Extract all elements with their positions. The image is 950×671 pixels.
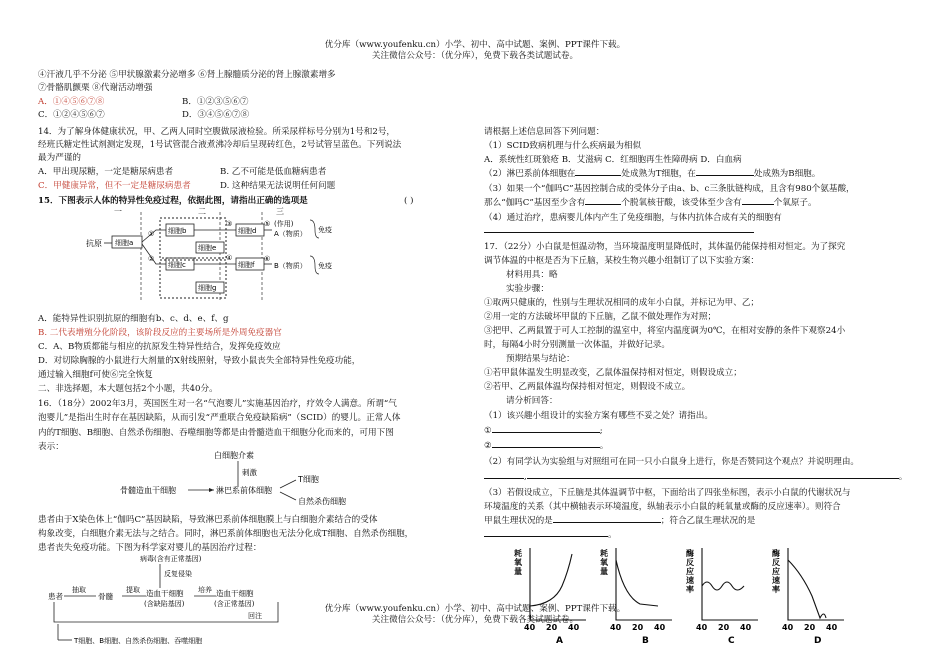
q13-option-a: A．①④⑤⑥⑦⑧ bbox=[38, 97, 105, 107]
q16-line3: 内的T细胞、B细胞、自然杀伤细胞、吞噬细胞等都是由骨髓造血干细胞分化而来的，可用下图 bbox=[38, 428, 394, 438]
circle-2: ② bbox=[484, 441, 492, 451]
answer-blank-9[interactable] bbox=[553, 522, 661, 523]
graph-tick-20: 20 bbox=[804, 623, 816, 632]
q16-part1: （1）SCID致病机理与什么疾病最为相似 bbox=[484, 141, 642, 151]
q13-items-2: ⑦骨骼肌颤栗 ⑧代谢活动增强 bbox=[38, 83, 153, 93]
page-header bbox=[0, 40, 950, 62]
q16-part3-c: 个脱氧核苷酸，该受体至少含有 bbox=[621, 198, 742, 208]
q15-stem: 15．下图表示人体的特异性免疫过程，依据此图，请指出正确的选项是 bbox=[38, 196, 308, 206]
period-3: 。 bbox=[608, 530, 617, 540]
answer-blank-1[interactable] bbox=[575, 175, 621, 176]
arrow-3-label: ③ bbox=[226, 220, 233, 228]
analysis-heading: 请分析回答： bbox=[506, 396, 558, 406]
q16-line2: 泡婴儿”是指出生时存在基因缺陷，从而引发“严重联合免疫缺陷病”（SCID）的婴儿。正常人体 bbox=[38, 413, 401, 423]
question-3-d: ；符合乙鼠生理状况的是 bbox=[660, 516, 756, 526]
graph-ylabel: 耗氧量 bbox=[600, 549, 608, 576]
q13-option-c: C．①②④⑤⑥⑦ bbox=[38, 110, 105, 120]
step-3-line1: ③把甲、乙两鼠置于可人工控制的温室中，将室内温度调为0℃，在相对安静的条件下观察24小 bbox=[484, 326, 846, 336]
patient-label: 患者 bbox=[48, 592, 63, 601]
culture-label: 培养 bbox=[198, 586, 212, 594]
q16-line7: 患者丧失免疫功能。下图为科学家对婴儿的基因治疗过程： bbox=[38, 543, 262, 553]
graph-ylabel: 酶反应速率 bbox=[772, 549, 780, 594]
substance-a-label: A（物质） bbox=[274, 230, 307, 238]
q16-intro: 请根据上述信息回答下列问题： bbox=[484, 127, 605, 137]
q16-part3-d: 个氧原子。 bbox=[773, 198, 817, 208]
q15-paren: ( ) bbox=[404, 196, 414, 206]
substance-b-label: B（物质） bbox=[274, 262, 307, 270]
q16-part4: （4）通过治疗，患病婴儿体内产生了免疫细胞，与体内抗体合成有关的细胞有 bbox=[484, 213, 782, 223]
graph-d bbox=[772, 548, 844, 646]
q16-part2-b: 处成熟为T细胞，在 bbox=[621, 169, 696, 179]
q13-option-d: D．③④⑤⑥⑦⑧ bbox=[182, 110, 250, 120]
q15-option-d-cont: 通过输入细胞f可使⑥完全恢复 bbox=[38, 370, 153, 380]
q13-items-1: ④汗液几乎不分泌 ⑤甲状腺激素分泌增多 ⑥肾上腺髓质分泌的肾上腺激素增多 bbox=[38, 70, 336, 80]
footer-line1: 优分库（www.youfenku.cn）小学、初中、高中试题、案例、PPT课件下载。 bbox=[324, 604, 626, 614]
q14-option-b: B. 乙不可能是低血糖病患者 bbox=[220, 167, 327, 177]
graph-curve bbox=[530, 554, 572, 606]
cell-b-label: 细胞b bbox=[168, 227, 187, 235]
nk-cell-label: 自然杀伤细胞 bbox=[298, 497, 346, 506]
hsc-defective-sub: (含缺陷基因) bbox=[144, 600, 185, 608]
q15-option-d: D．对切除胸腺的小鼠进行大剂量的X射线照射，导致小鼠丧失全部特异性免疫功能， bbox=[38, 356, 361, 366]
extract-label-1: 抽取 bbox=[72, 586, 86, 594]
q16-part2-a: （2）淋巴系前体细胞在 bbox=[484, 169, 576, 179]
q16-line1: 16．（18分）2002年3月，英国医生对一名“气泡婴儿”实施基因治疗，疗效令人满意。所谓“气 bbox=[38, 399, 397, 409]
q16-part3-line2 bbox=[484, 197, 817, 209]
q15-option-c: C．A、B物质都能与相应的抗原发生特异性结合，发挥免疫效应 bbox=[38, 342, 281, 352]
step-3-line2: 时，每隔4小时分别测量一次体温，并做好记录。 bbox=[484, 340, 670, 350]
answer-line-2-row: , 。 bbox=[484, 471, 907, 483]
t-cell-label: T细胞 bbox=[298, 475, 319, 484]
answer-1-row bbox=[484, 425, 603, 437]
hsc-normal-label: 造血干细胞 bbox=[216, 589, 254, 598]
q16-line4: 表示： bbox=[38, 442, 64, 452]
graph-tick-20: 20 bbox=[718, 623, 730, 632]
graph-curve bbox=[616, 560, 658, 606]
graph-tick-40: 40 bbox=[696, 623, 708, 632]
cell-differentiation-diagram bbox=[120, 448, 370, 508]
graph-letter: C bbox=[728, 636, 735, 646]
footer-line2: 关注微信公众号：（优分库），免费下载各类试题试卷。 bbox=[371, 615, 579, 625]
q17-line1: 17．（22分）小白鼠是恒温动物，当环境温度明显降低时，其体温仍能保持相对恒定。为了探究 bbox=[484, 242, 846, 252]
circle-1: ① bbox=[484, 426, 492, 436]
graph-letter: B bbox=[642, 636, 649, 646]
virus-label: 病毒(含有正常基因) bbox=[140, 555, 202, 563]
cell-e-label: 细胞e bbox=[198, 244, 217, 252]
q15-option-a: A．能特异性识别抗原的细胞有b、c、d、e、f、g bbox=[38, 314, 229, 324]
graph-letter: D bbox=[814, 636, 822, 646]
resulting-cells-label: T细胞、B细胞、自然杀伤细胞、吞噬细胞 bbox=[74, 637, 203, 645]
prediction-heading: 预期结果与结论： bbox=[506, 354, 575, 364]
steps-heading: 实验步骤： bbox=[506, 284, 549, 294]
header-line1: 优分库（www.youfenku.cn）小学、初中、高中试题、案例、PPT课件下载。 bbox=[324, 40, 626, 50]
cell-g-label: 细胞g bbox=[198, 284, 217, 292]
reinject-label: 回注 bbox=[248, 612, 262, 620]
q14-option-d: D. 这种结果无法说明任何问题 bbox=[220, 181, 336, 191]
stage-1-label: 一 bbox=[114, 207, 122, 216]
q17-line2: 调节体温的中枢是否为下丘脑，某校生物兴趣小组制订了以下实验方案： bbox=[484, 256, 760, 266]
q14-line2: 经班氏糖定性试剂测定发现，1号试管混合液煮沸冷却后呈现砖红色，2号试管呈蓝色。下列说法 bbox=[38, 140, 402, 150]
answer-line-1[interactable] bbox=[484, 232, 754, 233]
step-1: ①取两只健康的，性别与生理状况相同的成年小白鼠，并标记为甲、乙； bbox=[484, 298, 760, 308]
q16-part2-c: 处成熟为B细胞。 bbox=[753, 169, 821, 179]
graph-ylabel: 酶反应速率 bbox=[686, 549, 694, 594]
cell-a-label: 细胞a bbox=[115, 239, 134, 247]
result-2: ②若甲、乙两鼠体温均保持相对恒定，则假设不成立。 bbox=[484, 382, 691, 392]
arrow-5-label: ⑤ bbox=[264, 220, 271, 228]
arrow-6-label: ⑥ bbox=[264, 255, 271, 263]
graph-tick-40b: 40 bbox=[654, 623, 666, 632]
gene-therapy-diagram bbox=[48, 552, 308, 648]
hsc-normal-sub: (含正常基因) bbox=[214, 600, 255, 608]
answer-line-3-row bbox=[484, 529, 617, 541]
section-2-heading: 二、非选择题，本大题包括2个小题，共40分。 bbox=[38, 384, 218, 394]
graph-letter: A bbox=[556, 636, 563, 646]
question-3-line3 bbox=[484, 515, 755, 527]
stage-3-label: 三 bbox=[276, 207, 284, 216]
graph-tick-20: 20 bbox=[632, 623, 644, 632]
stimulus-label: 刺激 bbox=[242, 468, 257, 477]
stage-2-label: 二 bbox=[198, 207, 206, 216]
step-2: ②用一定的方法破坏甲鼠的下丘脑，乙鼠不做处理作为对照； bbox=[484, 312, 717, 322]
question-3-line2: 环境温度的关系（其中横轴表示环境温度，纵轴表示小白鼠的耗氧量或酶的反应速率）。则符合 bbox=[484, 502, 841, 512]
graph-tick-40b: 40 bbox=[740, 623, 752, 632]
semicolon-1: ; bbox=[599, 426, 603, 436]
q16-line6: 构象改变，白细胞介素无法与之结合。同时，淋巴系前体细胞也无法分化成T细胞、自然杀伤细胞， bbox=[38, 529, 414, 539]
q14-line1: 14．为了解身体健康状况，甲、乙两人同时空腹做尿液检验。所采尿样标号分别为1号和2号， bbox=[38, 127, 396, 137]
header-line2: 关注微信公众号：（优分库），免费下载各类试题试卷。 bbox=[371, 51, 579, 61]
arrow-1-label: ① bbox=[148, 230, 155, 238]
answer-blank-6[interactable] bbox=[492, 447, 600, 448]
cell-c-label: 细胞c bbox=[168, 261, 186, 269]
immunity-label-1: 免疫 bbox=[318, 226, 332, 234]
answer-blank-8[interactable] bbox=[527, 478, 899, 479]
cell-f-label: 细胞f bbox=[238, 261, 255, 269]
q15-option-b: B. 二代表增殖分化阶段，该阶段反应的主要场所是外周免疫器官 bbox=[38, 328, 282, 338]
page-footer bbox=[0, 604, 950, 626]
graph-ylabel: 耗氧量 bbox=[514, 549, 522, 576]
immunity-label-2: 免疫 bbox=[318, 262, 332, 270]
answer-blank-7[interactable] bbox=[484, 478, 524, 479]
graph-tick-40b: 40 bbox=[568, 623, 580, 632]
answer-blank-4[interactable] bbox=[742, 204, 774, 205]
graph-c bbox=[686, 548, 758, 646]
q14-line3: 最为严谨的 bbox=[38, 153, 81, 163]
metabolism-graphs bbox=[510, 546, 838, 646]
infect-label: 反复侵染 bbox=[164, 570, 192, 578]
period-1: 。 bbox=[599, 441, 609, 451]
extract-label-2: 提取 bbox=[126, 586, 140, 594]
arrow-2-label: ② bbox=[148, 255, 155, 263]
lymphoid-precursor-label: 淋巴系前体细胞 bbox=[216, 486, 272, 495]
immune-process-diagram bbox=[86, 206, 356, 304]
interleukin-label: 白细胞介素 bbox=[214, 451, 254, 460]
q16-part2 bbox=[484, 168, 820, 180]
q16-part1-options: A．系统性红斑狼疮 B．艾滋病 C．红细胞再生性障碍病 D．白血病 bbox=[484, 155, 742, 165]
graph-tick-40: 40 bbox=[782, 623, 794, 632]
materials: 材料用具：略 bbox=[506, 270, 558, 280]
graph-tick-40: 40 bbox=[524, 623, 536, 632]
graph-b bbox=[600, 548, 672, 646]
graph-curve bbox=[702, 582, 744, 590]
graph-a bbox=[514, 548, 586, 646]
graph-tick-40: 40 bbox=[610, 623, 622, 632]
result-1: ①若甲鼠体温发生明显改变，乙鼠体温保持相对恒定，则假设成立； bbox=[484, 368, 742, 378]
answer-blank-5[interactable] bbox=[492, 432, 600, 433]
bone-marrow-label: 骨髓 bbox=[98, 592, 113, 601]
hsc-label: 骨髓造血干细胞 bbox=[120, 486, 176, 495]
period-2: 。 bbox=[898, 472, 908, 482]
antigen-label: 抗原 bbox=[86, 239, 102, 248]
question-1: （1）该兴趣小组设计的实验方案有哪些不妥之处？请指出。 bbox=[484, 411, 713, 421]
answer-blank-2[interactable] bbox=[696, 175, 754, 176]
question-2: （2）有同学认为实验组与对照组可在同一只小白鼠身上进行，你是否赞同这个观点？并说明理由。 bbox=[484, 457, 860, 467]
cell-d-label: 细胞d bbox=[238, 227, 257, 235]
q16-part3-b: 那么“伽吗C”基因至少含有 bbox=[484, 198, 586, 208]
question-3-c: 甲鼠生理状况的是 bbox=[484, 516, 553, 526]
q14-option-c: C．甲健康异常，但不一定是糖尿病患者 bbox=[38, 181, 191, 191]
answer-blank-3[interactable] bbox=[585, 204, 621, 205]
q14-option-a: A．甲出现尿糖，一定是糖尿病患者 bbox=[38, 167, 174, 177]
q16-line5: 患者由于X染色体上“伽吗C”基因缺陷，导致淋巴系前体细胞膜上与白细胞介素结合的受体 bbox=[38, 515, 378, 525]
arrow-4-label: ④ bbox=[226, 254, 233, 262]
q13-option-b: B．①②③⑤⑥⑦ bbox=[182, 97, 249, 107]
q16-part3-line1: （3）如果一个“伽吗C”基因控制合成的受体分子由a、b、c三条肽链构成，且含有980个氨基酸， bbox=[484, 184, 855, 194]
hsc-defective-label: 造血干细胞 bbox=[146, 589, 184, 598]
graph-tick-40b: 40 bbox=[826, 623, 838, 632]
answer-2-row bbox=[484, 440, 608, 452]
question-3-line1: （3）若假设成立，下丘脑是其体温调节中枢，下面给出了四张坐标图，表示小白鼠的代谢状况与 bbox=[484, 488, 851, 498]
action-label: (作用) bbox=[274, 220, 294, 228]
answer-blank-10[interactable] bbox=[484, 536, 608, 537]
graph-tick-20: 20 bbox=[546, 623, 558, 632]
